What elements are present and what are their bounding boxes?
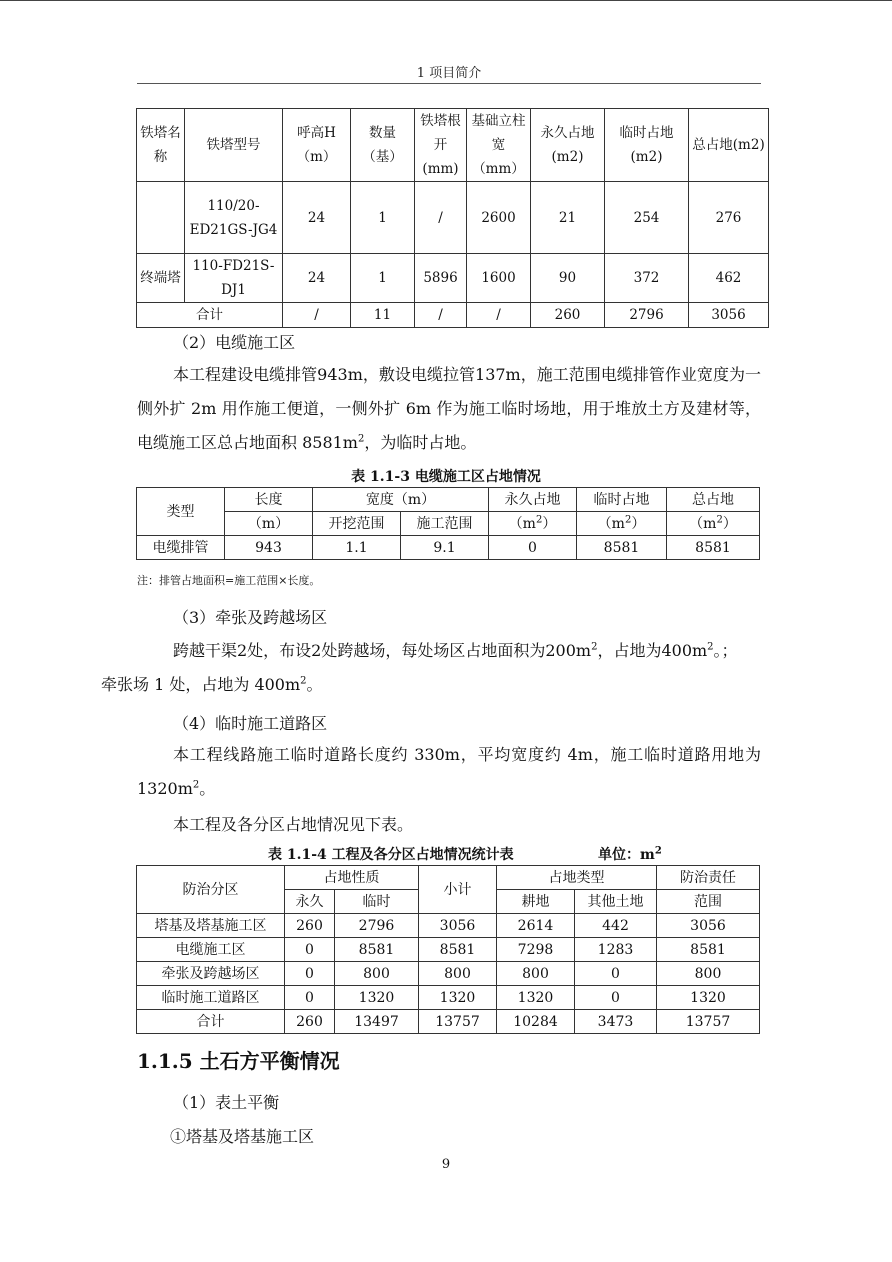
table-unit <box>598 844 662 864</box>
subsection-title: ①塔基及塔基施工区 <box>170 1127 315 1146</box>
header-cell: 铁塔根开(mm) <box>415 109 467 182</box>
table-cell: 442 <box>575 914 657 938</box>
table-cell: 8581 <box>335 938 419 962</box>
paragraph-text: ，占地为400m <box>597 641 708 660</box>
table-cell: / <box>467 303 531 328</box>
table-cell: 110-FD21S-DJ1 <box>185 254 283 303</box>
unit-text: 单位：m <box>598 847 655 863</box>
table-cell: 0 <box>285 938 335 962</box>
table-cell: 0 <box>489 536 577 560</box>
table-cell: 110/20-ED21GS-JG4 <box>185 182 283 254</box>
table-cell: 7298 <box>497 938 575 962</box>
superscript: 2 <box>591 641 598 653</box>
table-cell: 462 <box>689 254 769 303</box>
table-cell: 8581 <box>419 938 497 962</box>
table-cell: / <box>283 303 351 328</box>
unit-text: （m <box>508 515 536 532</box>
paragraph-text: 。 <box>306 675 323 694</box>
table-cell: 合计 <box>137 1010 285 1034</box>
header-cell: 总占地(m2) <box>689 109 769 182</box>
superscript: 2 <box>624 513 632 525</box>
table-cell: 13757 <box>419 1010 497 1034</box>
table-cell: / <box>415 303 467 328</box>
header-cell <box>667 512 760 536</box>
table-cell: 3056 <box>657 914 760 938</box>
table-cell: 1 <box>351 182 415 254</box>
table-cell: 10284 <box>497 1010 575 1034</box>
header-cell: 临时 <box>335 890 419 914</box>
table-caption: 表 1.1-3 电缆施工区占地情况 <box>351 469 541 485</box>
superscript: 2 <box>357 433 365 445</box>
table-row <box>137 962 760 986</box>
table-cell: 8581 <box>657 938 760 962</box>
table-row <box>137 536 760 560</box>
table-header-row <box>137 488 760 512</box>
table-cell: 0 <box>575 986 657 1010</box>
table-cell: 3056 <box>689 303 769 328</box>
table-cell: 11 <box>351 303 415 328</box>
table-cell: 260 <box>531 303 605 328</box>
table-cell: 24 <box>283 182 351 254</box>
table-cell: 0 <box>575 962 657 986</box>
header-cell: 长度 <box>225 488 313 512</box>
header-cell: 数量（基） <box>351 109 415 182</box>
superscript: 2 <box>192 779 200 791</box>
unit-text: （m <box>689 515 717 532</box>
paragraph-text: 本工程线路施工临时道路长度约 330m，平均宽度约 4m，施工临时道路用地为 1320m <box>137 745 761 798</box>
table-cell: 372 <box>605 254 689 303</box>
paragraph <box>101 634 761 702</box>
table-row <box>137 182 769 254</box>
subsection-title: （1）表土平衡 <box>173 1093 280 1112</box>
top-border <box>0 0 892 1</box>
subsection-title: （3）牵张及跨越场区 <box>173 608 328 627</box>
table-cell: 8581 <box>667 536 760 560</box>
tower-land-table <box>136 108 769 328</box>
unit-text: ） <box>542 515 557 532</box>
header-cell: 防治责任 <box>657 866 760 890</box>
table-header-row <box>137 109 769 182</box>
paragraph-text: 。 <box>199 779 216 798</box>
table-cell: 943 <box>225 536 313 560</box>
superscript: 2 <box>300 675 307 687</box>
header-cell: 耕地 <box>497 890 575 914</box>
table-cell: 9.1 <box>401 536 489 560</box>
table-header-row <box>137 512 760 536</box>
table-cell: 2614 <box>497 914 575 938</box>
superscript: 2 <box>535 513 543 525</box>
header-cell: 占地类型 <box>497 866 657 890</box>
paragraph-text: 跨越干渠2处，布设2处跨越场，每处场区占地面积为200m <box>173 641 592 660</box>
table-cell: 3056 <box>419 914 497 938</box>
header-cell: 防治分区 <box>137 866 285 914</box>
table-cell: 牵张及跨越场区 <box>137 962 285 986</box>
total-row <box>137 303 769 328</box>
table-cell: 1320 <box>497 986 575 1010</box>
table-note: 注：排管占地面积=施工范围×长度。 <box>137 574 321 587</box>
table-cell: 3473 <box>575 1010 657 1034</box>
table-cell: / <box>415 182 467 254</box>
header-cell <box>489 512 577 536</box>
table-cell: 合计 <box>137 303 283 328</box>
table-cell: 24 <box>283 254 351 303</box>
table-cell: 1320 <box>657 986 760 1010</box>
table-cell: 13757 <box>657 1010 760 1034</box>
header-cell: 铁塔名称 <box>137 109 185 182</box>
paragraph: 本工程及各分区占地情况见下表。 <box>173 815 414 834</box>
table-cell: 800 <box>657 962 760 986</box>
table-row <box>137 938 760 962</box>
table-cell: 260 <box>285 1010 335 1034</box>
header-cell: 其他土地 <box>575 890 657 914</box>
table-cell: 260 <box>285 914 335 938</box>
table-cell: 1283 <box>575 938 657 962</box>
table-cell: 0 <box>285 986 335 1010</box>
table-cell: 254 <box>605 182 689 254</box>
table-cell: 电缆施工区 <box>137 938 285 962</box>
paragraph-text: 。； <box>713 641 738 660</box>
header-cell: 永久占地(m2) <box>531 109 605 182</box>
unit-text: （m <box>597 515 625 532</box>
table-cell: 1 <box>351 254 415 303</box>
table-cell: 5896 <box>415 254 467 303</box>
table-cell: 21 <box>531 182 605 254</box>
header-cell: 永久 <box>285 890 335 914</box>
header-cell: 总占地 <box>667 488 760 512</box>
superscript: 2 <box>716 513 723 525</box>
table-cell: 1600 <box>467 254 531 303</box>
header-cell: 范围 <box>657 890 760 914</box>
header-cell: 铁塔型号 <box>185 109 283 182</box>
header-cell: 基础立柱宽（mm） <box>467 109 531 182</box>
header-cell: 开挖范围 <box>313 512 401 536</box>
table-cell: 塔基及塔基施工区 <box>137 914 285 938</box>
header-cell: 类型 <box>137 488 225 536</box>
table-cell: 1320 <box>419 986 497 1010</box>
paragraph <box>137 358 761 460</box>
table-cell: 终端塔 <box>137 254 185 303</box>
table-cell: 2796 <box>605 303 689 328</box>
superscript: 2 <box>707 641 714 653</box>
table-cell: 90 <box>531 254 605 303</box>
table-caption: 表 1.1-4 工程及各分区占地情况统计表 <box>268 847 514 863</box>
subsection-title: （4）临时施工道路区 <box>173 714 328 733</box>
table-cell: 1320 <box>335 986 419 1010</box>
table-row <box>137 986 760 1010</box>
header-cell: 占地性质 <box>285 866 419 890</box>
paragraph-text: 牵张场 1 处，占地为 400m <box>101 675 301 694</box>
header-cell: 呼高H（m） <box>283 109 351 182</box>
table-cell: 电缆排管 <box>137 536 225 560</box>
paragraph-text: ，为临时占地。 <box>364 433 477 452</box>
table-cell: 276 <box>689 182 769 254</box>
header-cell: 永久占地 <box>489 488 577 512</box>
table-cell: 13497 <box>335 1010 419 1034</box>
paragraph <box>137 738 761 806</box>
header-rule <box>137 83 761 84</box>
header-cell: （m） <box>225 512 313 536</box>
table-row <box>137 914 760 938</box>
table-cell: 800 <box>419 962 497 986</box>
table-cell <box>137 182 185 254</box>
page-number: 9 <box>441 1157 451 1172</box>
header-cell: 临时占地 <box>577 488 667 512</box>
subsection-title: （2）电缆施工区 <box>173 333 296 352</box>
header-cell: 临时占地(m2) <box>605 109 689 182</box>
page-header: 1 项目简介 <box>416 66 482 81</box>
paragraph-text: 本工程建设电缆排管943m，敷设电缆拉管137m，施工范围电缆排管作业宽度为一侧外扩 2m 用作施工便道，一侧外扩 6m 作为施工临时场地，用于堆放土方及建材等，电缆施工区总占地面积 8581m <box>137 365 761 452</box>
table-cell: 临时施工道路区 <box>137 986 285 1010</box>
total-row <box>137 1010 760 1034</box>
table-cell: 2600 <box>467 182 531 254</box>
table-row <box>137 254 769 303</box>
table-cell: 1.1 <box>313 536 401 560</box>
header-cell: 施工范围 <box>401 512 489 536</box>
section-heading: 1.1.5 土石方平衡情况 <box>137 1049 340 1073</box>
table-header-row <box>137 866 760 890</box>
zone-land-table <box>136 865 760 1034</box>
superscript: 2 <box>654 845 662 857</box>
header-cell: 宽度（m） <box>313 488 489 512</box>
header-cell <box>577 512 667 536</box>
table-cell: 800 <box>497 962 575 986</box>
unit-text: ） <box>631 515 646 532</box>
cable-area-table <box>136 487 760 560</box>
table-cell: 800 <box>335 962 419 986</box>
table-cell: 2796 <box>335 914 419 938</box>
unit-text: ） <box>722 515 737 532</box>
header-cell: 小计 <box>419 866 497 914</box>
table-cell: 8581 <box>577 536 667 560</box>
table-cell: 0 <box>285 962 335 986</box>
